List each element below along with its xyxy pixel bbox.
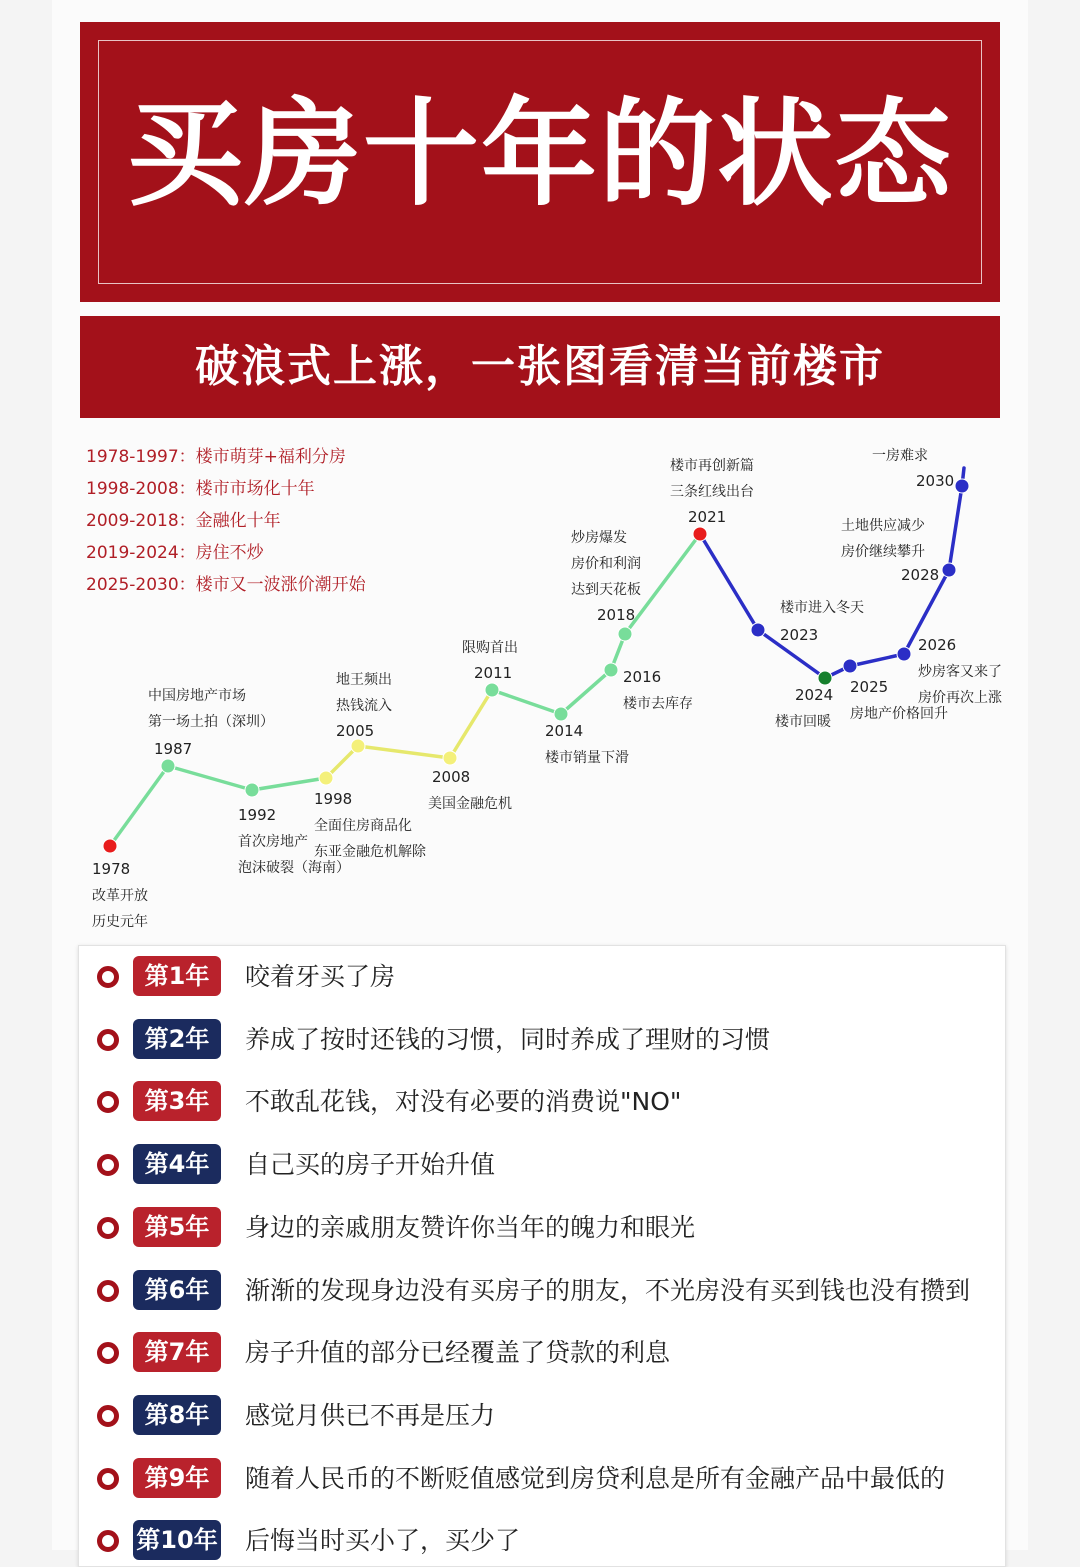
year-description: 感觉月供已不再是压力 (245, 1400, 496, 1430)
data-point-2025 (843, 659, 857, 673)
year-badge: 第9年 (133, 1458, 221, 1498)
year-description: 咬着牙买了房 (245, 962, 396, 991)
year-badge: 第5年 (133, 1207, 221, 1247)
data-point-1998 (319, 771, 333, 785)
point-annotation: 泡沫破裂（海南） (238, 860, 350, 876)
year-label: 1987 (154, 740, 193, 758)
year-row (79, 1391, 1005, 1441)
year-description: 自己买的房子开始升值 (245, 1150, 496, 1180)
timeline-ring-icon (97, 1154, 119, 1176)
year-label: 2008 (432, 768, 471, 786)
point-annotation: 改革开放 (92, 888, 148, 904)
point-annotation: 楼市去库存 (623, 696, 693, 712)
series-line-segment (168, 766, 252, 790)
data-point-2005 (351, 739, 365, 753)
year-badge: 第6年 (133, 1270, 221, 1310)
point-annotation: 炒房爆发 (571, 530, 627, 546)
year-description: 房子升值的部分已经覆盖了贷款的利息 (245, 1338, 671, 1368)
year-label: 2023 (780, 626, 819, 644)
year-label: 2030 (916, 472, 955, 490)
legend-item: 2025-2030：楼市又一波涨价潮开始 (86, 575, 366, 595)
year-row (79, 1454, 1005, 1504)
point-annotation: 房价再次上涨 (918, 690, 1002, 706)
point-annotation: 楼市进入冬天 (780, 600, 864, 616)
point-annotation: 房价继续攀升 (841, 544, 925, 560)
year-label: 2024 (795, 686, 834, 704)
data-point-2018 (618, 627, 632, 641)
timeline-ring-icon (97, 966, 119, 988)
year-description: 身边的亲戚朋友赞许你当年的魄力和眼光 (245, 1212, 696, 1242)
year-label: 1998 (314, 790, 353, 808)
point-annotation: 地王频出 (336, 672, 392, 688)
timeline-ring-icon (97, 1342, 119, 1364)
legend-item: 1978-1997：楼市萌芽+福利分房 (86, 447, 346, 467)
year-row (79, 952, 1005, 1002)
year-description: 不敢乱花钱，对没有必要的消费说"NO" (245, 1087, 682, 1117)
timeline-ring-icon (97, 1091, 119, 1113)
series-line-segment (252, 778, 326, 790)
data-point-2016 (604, 663, 618, 677)
point-annotation: 美国金融危机 (428, 796, 512, 812)
data-point-2030 (955, 479, 969, 493)
title-banner (80, 22, 1000, 302)
data-point-2028 (942, 563, 956, 577)
year-label: 1992 (238, 806, 277, 824)
point-annotation: 中国房地产市场 (148, 688, 246, 704)
year-row (79, 1203, 1005, 1253)
year-badge: 第7年 (133, 1332, 221, 1372)
point-annotation: 房价和利润 (571, 556, 641, 572)
year-label: 2011 (474, 664, 513, 682)
year-row (79, 1516, 1005, 1566)
series-line-segment (850, 654, 904, 666)
year-badge: 第1年 (133, 956, 221, 996)
series-line-segment (561, 670, 611, 714)
data-point-2026 (897, 647, 911, 661)
year-label: 2005 (336, 722, 375, 740)
timeline-ring-icon (97, 1280, 119, 1302)
point-annotation: 房地产价格回升 (850, 706, 948, 722)
point-annotation: 楼市销量下滑 (545, 750, 629, 766)
legend-item: 2019-2024：房住不炒 (86, 543, 264, 563)
point-annotation: 一房难求 (872, 448, 928, 464)
year-badge: 第2年 (133, 1019, 221, 1059)
year-badge: 第3年 (133, 1081, 221, 1121)
data-point-2021 (693, 527, 707, 541)
year-badge: 第10年 (133, 1520, 221, 1560)
point-annotation: 首次房地产 (238, 834, 308, 850)
year-description: 渐渐的发现身边没有买房子的朋友，不光房没有买到钱也没有攒到 (245, 1275, 971, 1305)
year-row (79, 1077, 1005, 1127)
timeline-ring-icon (97, 1468, 119, 1490)
timeline-ring-icon (97, 1405, 119, 1427)
point-annotation: 限购首出 (462, 640, 518, 656)
subtitle-banner (80, 316, 1000, 418)
timeline-ring-icon (97, 1029, 119, 1051)
point-annotation: 历史元年 (92, 914, 148, 930)
year-label: 2025 (850, 678, 889, 696)
year-badge: 第8年 (133, 1395, 221, 1435)
data-point-2024 (818, 671, 832, 685)
year-row (79, 1140, 1005, 1190)
data-point-1978 (103, 839, 117, 853)
year-label: 2018 (597, 606, 636, 624)
year-label: 2014 (545, 722, 584, 740)
year-row (79, 1328, 1005, 1378)
ten-years-list (78, 945, 1006, 1567)
legend-item: 2009-2018：金融化十年 (86, 511, 281, 531)
data-point-2008 (443, 751, 457, 765)
data-point-1992 (245, 783, 259, 797)
point-annotation: 楼市回暖 (775, 714, 831, 730)
page-title: 买房十年的状态 (127, 86, 953, 222)
point-annotation: 东亚金融危机解除 (314, 844, 426, 860)
timeline-ring-icon (97, 1530, 119, 1552)
point-annotation: 三条红线出台 (670, 484, 754, 500)
point-annotation: 土地供应减少 (841, 518, 925, 534)
legend-item: 1998-2008：楼市市场化十年 (86, 479, 315, 499)
year-label: 1978 (92, 860, 131, 878)
series-line-segment (700, 534, 758, 630)
series-line-segment (949, 486, 962, 570)
year-label: 2016 (623, 668, 662, 686)
year-description: 养成了按时还钱的习惯，同时养成了理财的习惯 (245, 1024, 771, 1054)
year-row (79, 1015, 1005, 1065)
point-annotation: 第一场土拍（深圳） (148, 714, 274, 730)
data-point-2014 (554, 707, 568, 721)
year-label: 2026 (918, 636, 957, 654)
timeline-ring-icon (97, 1217, 119, 1239)
point-annotation: 全面住房商品化 (314, 818, 412, 834)
point-annotation: 炒房客又来了 (918, 664, 1002, 680)
page-subtitle: 破浪式上涨，一张图看清当前楼市 (195, 341, 885, 392)
year-row (79, 1266, 1005, 1316)
data-point-1987 (161, 759, 175, 773)
series-line-segment (110, 766, 168, 846)
point-annotation: 热钱流入 (336, 698, 392, 714)
timeline-chart (80, 428, 1020, 943)
year-badge: 第4年 (133, 1144, 221, 1184)
year-description: 随着人民币的不断贬值感觉到房贷利息是所有金融产品中最低的 (245, 1463, 946, 1493)
series-line-segment (492, 690, 561, 714)
data-point-2011 (485, 683, 499, 697)
year-label: 2021 (688, 508, 727, 526)
point-annotation: 达到天花板 (571, 582, 641, 598)
series-line-segment (358, 746, 450, 758)
data-point-2023 (751, 623, 765, 637)
year-label: 2028 (901, 566, 940, 584)
point-annotation: 楼市再创新篇 (670, 458, 754, 474)
series-line-segment (450, 690, 492, 758)
year-description: 后悔当时买小了，买少了 (245, 1526, 521, 1556)
